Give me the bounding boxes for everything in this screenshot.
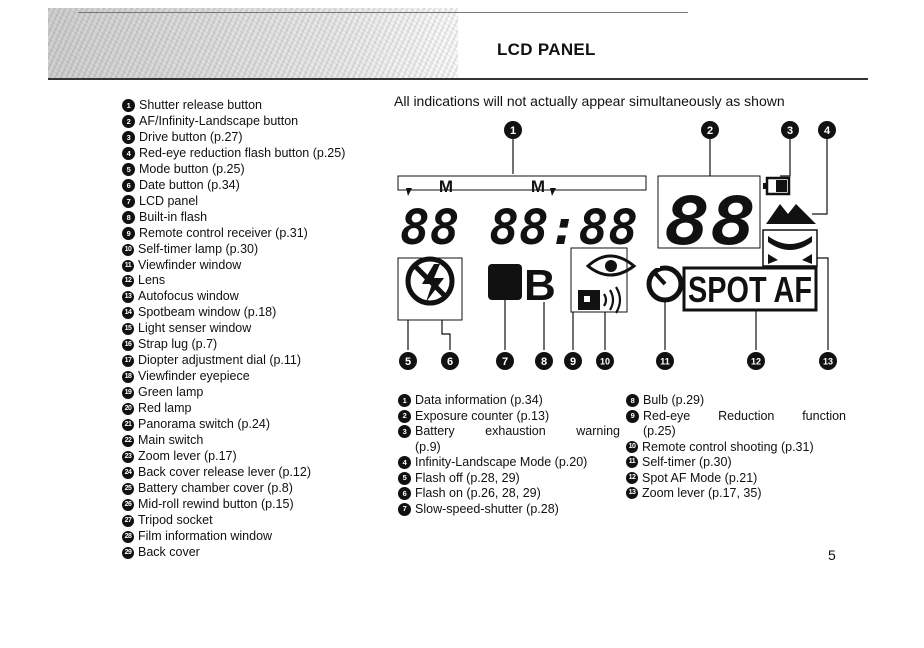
legend-left-label: Battery exhaustion warning (415, 424, 620, 438)
parts-text (138, 273, 392, 289)
number-badge-icon: 17 (122, 355, 134, 367)
number-badge-icon: 13 (626, 487, 638, 499)
parts-text (138, 513, 392, 529)
svg-text:11: 11 (660, 356, 670, 367)
svg-text:6: 6 (446, 356, 454, 368)
parts-label: Shutter release button (139, 98, 262, 112)
number-badge-icon: 15 (122, 323, 134, 335)
number-badge-icon: 4 (398, 456, 411, 469)
parts-list (122, 98, 392, 561)
parts-label: Autofocus window (138, 289, 239, 304)
number-badge-icon: 19 (122, 387, 134, 399)
zoom-lever-icon (763, 230, 817, 266)
self-timer-icon (649, 262, 681, 300)
legend-right-item (626, 471, 846, 487)
parts-label: Back cover (138, 544, 200, 559)
parts-item (122, 433, 392, 449)
number-badge-icon: 10 (122, 244, 134, 256)
parts-label: Main switch (138, 433, 204, 448)
number-badge-icon: 1 (122, 99, 135, 112)
parts-item (122, 401, 392, 417)
parts-label: Battery chamber cover (p.8) (138, 480, 293, 495)
legend-left-item (398, 455, 620, 471)
legend-left-label: Data information (p.34) (415, 393, 543, 407)
page-header (48, 8, 868, 78)
parts-text (138, 289, 392, 305)
legend-left-item (398, 502, 620, 518)
parts-text (139, 210, 392, 226)
callout-2 (701, 121, 719, 176)
parts-item (122, 545, 392, 561)
number-badge-icon: 13 (122, 291, 134, 303)
legend-left-item (398, 409, 620, 425)
parts-item (122, 529, 392, 545)
parts-text (138, 449, 392, 465)
legend-right-item (626, 409, 846, 440)
number-badge-icon: 1 (398, 394, 411, 407)
number-badge-icon: 2 (398, 410, 411, 423)
parts-item (122, 194, 392, 210)
parts-label: Panorama switch (p.24) (138, 417, 271, 432)
number-badge-icon: 10 (626, 441, 638, 453)
legend-right-item (626, 486, 846, 502)
svg-text:8: 8 (540, 356, 548, 368)
parts-label: Film information window (138, 528, 273, 543)
callout-8 (535, 352, 553, 370)
parts-text (139, 130, 392, 146)
parts-text (138, 417, 392, 433)
legend-left-item (398, 471, 620, 487)
parts-text (139, 226, 392, 242)
legend-right-label: Bulb (p.29) (643, 393, 705, 407)
svg-text:9: 9 (569, 356, 577, 368)
parts-text (139, 146, 392, 162)
number-badge-icon: 9 (122, 227, 135, 240)
number-badge-icon: 7 (398, 503, 411, 516)
legend-right-text (642, 471, 846, 487)
parts-text (138, 321, 392, 337)
parts-text (138, 433, 392, 449)
page-number: 5 (828, 547, 836, 563)
lcd-legend-left (398, 393, 620, 517)
number-badge-icon: 3 (122, 131, 135, 144)
parts-item (122, 273, 392, 289)
number-badge-icon: 3 (398, 425, 411, 438)
callout-1 (504, 121, 522, 174)
callout-9 (564, 352, 582, 370)
parts-text (138, 465, 392, 481)
svg-text:1: 1 (509, 125, 517, 137)
parts-item (122, 353, 392, 369)
header-rule-top (78, 12, 688, 13)
number-badge-icon: 29 (122, 547, 134, 559)
parts-item (122, 321, 392, 337)
parts-item (122, 178, 392, 194)
legend-right-text (642, 486, 846, 502)
parts-text (138, 242, 392, 258)
month-marker-2: M (530, 177, 546, 196)
parts-label: Zoom lever (p.17) (138, 448, 237, 463)
parts-item (122, 497, 392, 513)
number-badge-icon: 21 (122, 419, 134, 431)
parts-text (138, 305, 392, 321)
number-badge-icon: 16 (122, 339, 134, 351)
number-badge-icon: 2 (122, 115, 135, 128)
legend-left-text (415, 393, 620, 409)
parts-label: AF/Infinity-Landscape button (139, 113, 299, 128)
parts-text (138, 385, 392, 401)
parts-item (122, 162, 392, 178)
legend-right-item (626, 440, 846, 456)
legend-left-item (398, 486, 620, 502)
number-badge-icon: 11 (122, 260, 134, 272)
parts-label: Drive button (p.27) (139, 129, 243, 144)
legend-right-item (626, 393, 846, 409)
svg-text:12: 12 (750, 356, 762, 367)
svg-text:10: 10 (599, 356, 611, 367)
header-texture (48, 8, 458, 78)
number-badge-icon: 9 (626, 410, 639, 423)
number-badge-icon: 4 (122, 147, 135, 160)
parts-label: Date button (p.34) (139, 177, 240, 192)
parts-text (138, 258, 392, 274)
parts-item (122, 449, 392, 465)
parts-label: LCD panel (139, 193, 199, 208)
callout-11 (656, 352, 674, 370)
callout-4 (812, 121, 836, 214)
parts-label: Spotbeam window (p.18) (138, 305, 277, 320)
parts-label: Self-timer lamp (p.30) (138, 241, 259, 256)
parts-item (122, 385, 392, 401)
flash-on-icon (422, 264, 444, 302)
svg-text:3: 3 (786, 125, 794, 137)
lcd-caption: All indications will not actually appear simultaneously as shown (394, 93, 785, 109)
parts-text (139, 162, 392, 178)
parts-label: Remote control receiver (p.31) (139, 225, 308, 240)
parts-item (122, 513, 392, 529)
parts-label: Diopter adjustment dial (p.11) (138, 353, 302, 368)
parts-label: Mid-roll rewind button (p.15) (138, 496, 294, 511)
parts-item (122, 258, 392, 274)
parts-label: Tripod socket (138, 512, 213, 527)
number-badge-icon: 8 (626, 394, 639, 407)
parts-text (138, 529, 392, 545)
parts-label: Back cover release lever (p.12) (138, 464, 311, 479)
parts-item (122, 146, 392, 162)
svg-text:7: 7 (501, 356, 509, 368)
number-badge-icon: 20 (122, 403, 134, 415)
number-badge-icon: 14 (122, 307, 134, 319)
callout-5 (399, 352, 417, 370)
number-badge-icon: 12 (626, 472, 638, 484)
callout-12 (747, 352, 765, 370)
parts-item (122, 114, 392, 130)
parts-text (138, 401, 392, 417)
svg-text:5: 5 (404, 356, 412, 368)
legend-left-text (415, 409, 620, 425)
page-title: LCD PANEL (497, 40, 596, 59)
parts-label: Red-eye reduction flash button (p.25) (139, 145, 346, 160)
legend-right-label: Spot AF Mode (p.21) (642, 470, 758, 485)
parts-label: Mode button (p.25) (139, 161, 245, 176)
parts-label: Red lamp (138, 401, 192, 416)
month-marker: M (438, 177, 454, 196)
parts-text (139, 178, 392, 194)
parts-label: Green lamp (138, 385, 204, 400)
parts-text (138, 497, 392, 513)
parts-text (139, 114, 392, 130)
parts-item (122, 417, 392, 433)
parts-item (122, 98, 392, 114)
battery-icon (763, 178, 789, 194)
parts-text (138, 545, 392, 561)
legend-right-text (643, 393, 846, 409)
bulb-indicator: B (524, 261, 556, 310)
callout-13 (819, 352, 837, 370)
number-badge-icon: 26 (122, 499, 134, 511)
parts-text (139, 194, 392, 210)
data-information-digits: 88 88:88 (400, 200, 638, 256)
legend-left-text (415, 486, 620, 502)
legend-left-label: Infinity-Landscape Mode (p.20) (415, 455, 588, 469)
parts-item (122, 305, 392, 321)
callout-3 (780, 121, 799, 176)
legend-left-label-continued: (p.9) (415, 439, 441, 454)
number-badge-icon: 11 (626, 456, 638, 468)
parts-item (122, 337, 392, 353)
parts-item (122, 130, 392, 146)
parts-label: Lens (138, 273, 166, 288)
parts-text (138, 353, 392, 369)
legend-right-label: Zoom lever (p.17, 35) (642, 486, 762, 500)
legend-left-text (415, 455, 620, 471)
parts-label: Strap lug (p.7) (138, 337, 218, 352)
legend-right-label: Remote control shooting (p.31) (642, 439, 814, 454)
parts-text (138, 337, 392, 353)
svg-text:4: 4 (823, 125, 831, 137)
callout-10 (596, 352, 614, 370)
legend-right-label-continued: (p.25) (643, 424, 676, 438)
legend-right-text (643, 409, 846, 440)
callout-6 (441, 352, 459, 370)
svg-text:2: 2 (706, 125, 714, 137)
parts-item (122, 465, 392, 481)
number-badge-icon: 6 (398, 487, 411, 500)
parts-text (138, 481, 392, 497)
number-badge-icon: 18 (122, 371, 134, 383)
slow-shutter-icon (488, 264, 522, 300)
parts-label: Light senser window (138, 321, 252, 336)
number-badge-icon: 24 (122, 467, 134, 479)
number-badge-icon: 22 (122, 435, 134, 447)
legend-left-label: Flash off (p.28, 29) (415, 470, 520, 485)
lcd-panel-diagram (388, 118, 848, 378)
parts-text (138, 369, 392, 385)
parts-item (122, 289, 392, 305)
number-badge-icon: 6 (122, 179, 135, 192)
legend-left-label: Flash on (p.26, 28, 29) (415, 486, 541, 500)
legend-left-label: Exposure counter (p.13) (415, 408, 550, 423)
svg-text:13: 13 (822, 356, 834, 367)
lcd-legend-right (626, 393, 846, 502)
parts-item (122, 210, 392, 226)
legend-left-text (415, 424, 620, 455)
landscape-mode-icon (766, 204, 816, 224)
legend-left-item (398, 393, 620, 409)
legend-left-text (415, 502, 620, 518)
number-badge-icon: 12 (122, 275, 134, 287)
parts-item (122, 226, 392, 242)
legend-right-item (626, 455, 846, 471)
parts-label: Built-in flash (139, 209, 208, 224)
legend-right-label: Red-eye Reduction function (643, 408, 846, 423)
number-badge-icon: 23 (122, 451, 134, 463)
legend-left-item (398, 424, 620, 455)
header-rule-bottom (48, 78, 868, 80)
legend-right-text (642, 455, 846, 471)
remote-control-icon (578, 287, 620, 313)
parts-item (122, 481, 392, 497)
legend-right-text (642, 440, 846, 456)
parts-text (139, 98, 392, 114)
number-badge-icon: 5 (398, 472, 411, 485)
number-badge-icon: 25 (122, 483, 134, 495)
callout-7 (496, 352, 514, 370)
parts-label: Viewfinder eyepiece (138, 369, 250, 384)
parts-item (122, 242, 392, 258)
spot-af-indicator: SPOT AF (688, 269, 812, 310)
legend-right-label: Self-timer (p.30) (642, 455, 732, 469)
number-badge-icon: 5 (122, 163, 135, 176)
parts-item (122, 369, 392, 385)
number-badge-icon: 8 (122, 211, 135, 224)
legend-left-text (415, 471, 620, 487)
number-badge-icon: 28 (122, 531, 134, 543)
exposure-counter-digits: 88 (664, 183, 756, 260)
legend-left-label: Slow-speed-shutter (p.28) (415, 501, 559, 516)
number-badge-icon: 7 (122, 195, 135, 208)
number-badge-icon: 27 (122, 515, 134, 527)
parts-label: Viewfinder window (138, 257, 242, 272)
